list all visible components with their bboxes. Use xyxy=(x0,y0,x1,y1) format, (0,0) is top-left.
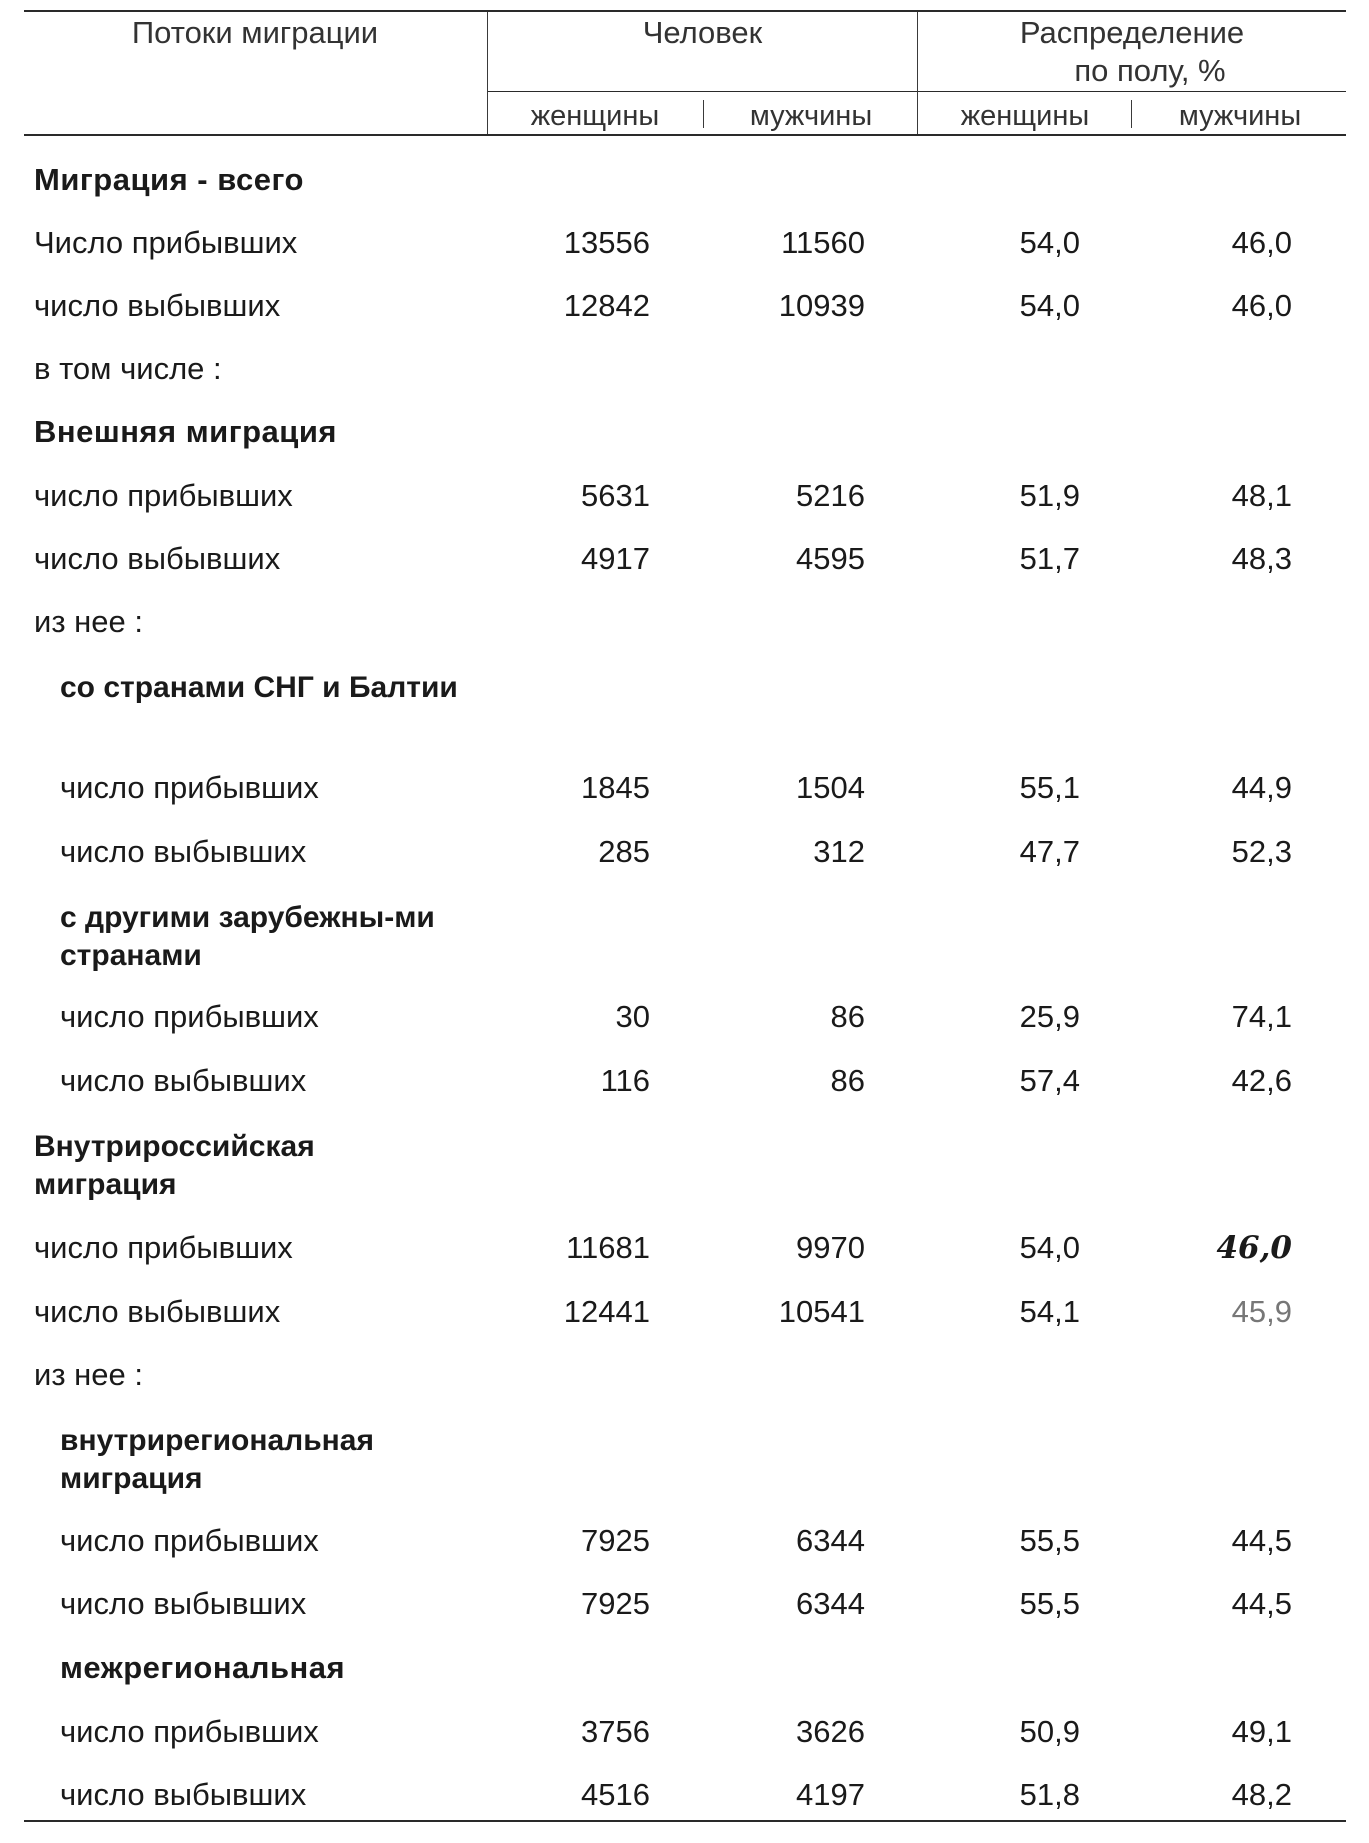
row-label: число прибывших xyxy=(34,1230,293,1265)
women-pct: 55,5 xyxy=(1019,1523,1080,1558)
header-divider-1 xyxy=(487,12,488,134)
men-count: 312 xyxy=(813,834,865,869)
men-count: 11560 xyxy=(781,225,865,260)
table-row xyxy=(0,1280,1369,1344)
women-count: 7925 xyxy=(581,1523,650,1558)
header-distribution-line2: по полу, % xyxy=(1074,53,1226,88)
row-label: число прибывших xyxy=(34,478,293,513)
men-pct: 44,5 xyxy=(1231,1523,1292,1558)
men-count: 5216 xyxy=(796,478,865,513)
header-divider-3 xyxy=(703,100,704,128)
header-divider-2 xyxy=(917,12,918,134)
men-count: 3626 xyxy=(796,1714,865,1749)
men-count: 4197 xyxy=(796,1777,865,1812)
subheader-women-count: женщины xyxy=(530,100,660,132)
row-label: число выбывших xyxy=(60,1586,307,1621)
women-count: 12441 xyxy=(563,1294,650,1329)
subheader-men-count: мужчины xyxy=(749,100,873,132)
women-pct: 57,4 xyxy=(1019,1063,1080,1098)
row-label: Число прибывших xyxy=(34,225,298,260)
table-row xyxy=(0,400,1369,464)
men-count: 10541 xyxy=(778,1294,865,1329)
row-label: внутрирегиональная миграция xyxy=(60,1424,374,1495)
table-row xyxy=(0,590,1369,654)
table-row xyxy=(0,527,1369,591)
table-row xyxy=(0,1049,1369,1113)
row-label: с другими зарубежны-ми странами xyxy=(60,901,435,972)
header-distribution-line1: Распределение xyxy=(1019,15,1245,50)
men-count: 86 xyxy=(830,1063,865,1098)
men-pct: 42,6 xyxy=(1231,1063,1292,1098)
table-row xyxy=(0,1636,1369,1700)
women-pct: 47,7 xyxy=(1019,834,1080,869)
table-row xyxy=(0,337,1369,401)
row-label: число выбывших xyxy=(34,1294,281,1329)
men-count: 6344 xyxy=(796,1586,865,1621)
men-count: 4595 xyxy=(796,541,865,576)
row-label: число выбывших xyxy=(34,541,281,576)
men-pct: 45,9 xyxy=(1231,1294,1292,1329)
women-pct: 55,1 xyxy=(1019,770,1080,805)
table-row xyxy=(0,820,1369,884)
table-row xyxy=(0,1763,1369,1827)
men-pct: 44,5 xyxy=(1231,1586,1292,1621)
women-pct: 54,0 xyxy=(1019,1230,1080,1265)
men-pct: 48,3 xyxy=(1231,541,1292,576)
row-label: число прибывших xyxy=(60,999,319,1034)
table-row xyxy=(0,211,1369,275)
table-row xyxy=(0,887,1369,975)
row-label: число выбывших xyxy=(34,288,281,323)
men-pct: 44,9 xyxy=(1231,770,1292,805)
row-label: Миграция - всего xyxy=(34,162,304,197)
women-count: 5631 xyxy=(581,478,650,513)
table-row xyxy=(0,1700,1369,1764)
men-pct: 52,3 xyxy=(1231,834,1292,869)
women-pct: 51,7 xyxy=(1019,541,1080,576)
row-label: со странами СНГ и Балтии xyxy=(60,671,458,704)
row-label: в том числе : xyxy=(34,351,222,386)
men-pct-handwritten: 46,0 xyxy=(1216,1230,1292,1266)
men-pct: 49,1 xyxy=(1231,1714,1292,1749)
row-label: число выбывших xyxy=(60,1063,307,1098)
women-count: 1845 xyxy=(581,770,650,805)
men-count: 1504 xyxy=(796,770,865,805)
women-pct: 51,9 xyxy=(1019,478,1080,513)
row-label: число прибывших xyxy=(60,1714,319,1749)
table-row xyxy=(0,148,1369,212)
row-label: Внешняя миграция xyxy=(34,414,337,449)
row-label: межрегиональная xyxy=(60,1650,346,1685)
men-pct: 74,1 xyxy=(1231,999,1292,1034)
women-count: 4516 xyxy=(581,1777,650,1812)
table-bottom-rule xyxy=(24,1820,1346,1822)
table-row xyxy=(0,1509,1369,1573)
header-divider-4 xyxy=(1131,100,1132,128)
men-pct: 48,1 xyxy=(1231,478,1292,513)
men-count: 86 xyxy=(830,999,865,1034)
row-label: число выбывших xyxy=(60,834,307,869)
women-pct: 54,1 xyxy=(1019,1294,1080,1329)
table-row xyxy=(0,1116,1369,1204)
table-row xyxy=(0,1410,1369,1498)
header-top-rule xyxy=(24,10,1346,12)
women-pct: 50,9 xyxy=(1019,1714,1080,1749)
table-row xyxy=(0,1572,1369,1636)
table-row xyxy=(0,756,1369,820)
women-count: 12842 xyxy=(563,288,650,323)
men-count: 6344 xyxy=(796,1523,865,1558)
row-label: Внутрироссийская миграция xyxy=(34,1130,315,1201)
men-pct: 48,2 xyxy=(1231,1777,1292,1812)
subheader-men-pct: мужчины xyxy=(1178,100,1302,132)
table-row xyxy=(0,274,1369,338)
table-row xyxy=(0,985,1369,1049)
women-pct: 55,5 xyxy=(1019,1586,1080,1621)
men-pct: 46,0 xyxy=(1231,225,1292,260)
women-count: 13556 xyxy=(563,225,650,260)
women-count: 11681 xyxy=(566,1230,650,1265)
women-pct: 54,0 xyxy=(1019,288,1080,323)
row-label: число прибывших xyxy=(60,1523,319,1558)
women-count: 285 xyxy=(598,834,650,869)
row-label: число прибывших xyxy=(60,770,319,805)
women-pct: 51,8 xyxy=(1019,1777,1080,1812)
women-pct: 54,0 xyxy=(1019,225,1080,260)
women-count: 30 xyxy=(615,999,650,1034)
table-row xyxy=(0,1216,1369,1280)
women-count: 4917 xyxy=(581,541,650,576)
header-people: Человек xyxy=(642,15,763,50)
table-row xyxy=(0,657,1369,745)
men-count: 10939 xyxy=(778,288,865,323)
subheader-women-pct: женщины xyxy=(960,100,1090,132)
row-label: из нее : xyxy=(34,604,143,639)
men-pct: 46,0 xyxy=(1231,288,1292,323)
table-row xyxy=(0,1343,1369,1407)
row-label: число выбывших xyxy=(60,1777,307,1812)
women-count: 3756 xyxy=(581,1714,650,1749)
women-count: 7925 xyxy=(581,1586,650,1621)
women-count: 116 xyxy=(600,1063,650,1098)
row-label: из нее : xyxy=(34,1357,143,1392)
women-pct: 25,9 xyxy=(1019,999,1080,1034)
men-count: 9970 xyxy=(796,1230,865,1265)
table-row xyxy=(0,464,1369,528)
header-flows: Потоки миграции xyxy=(131,15,379,50)
